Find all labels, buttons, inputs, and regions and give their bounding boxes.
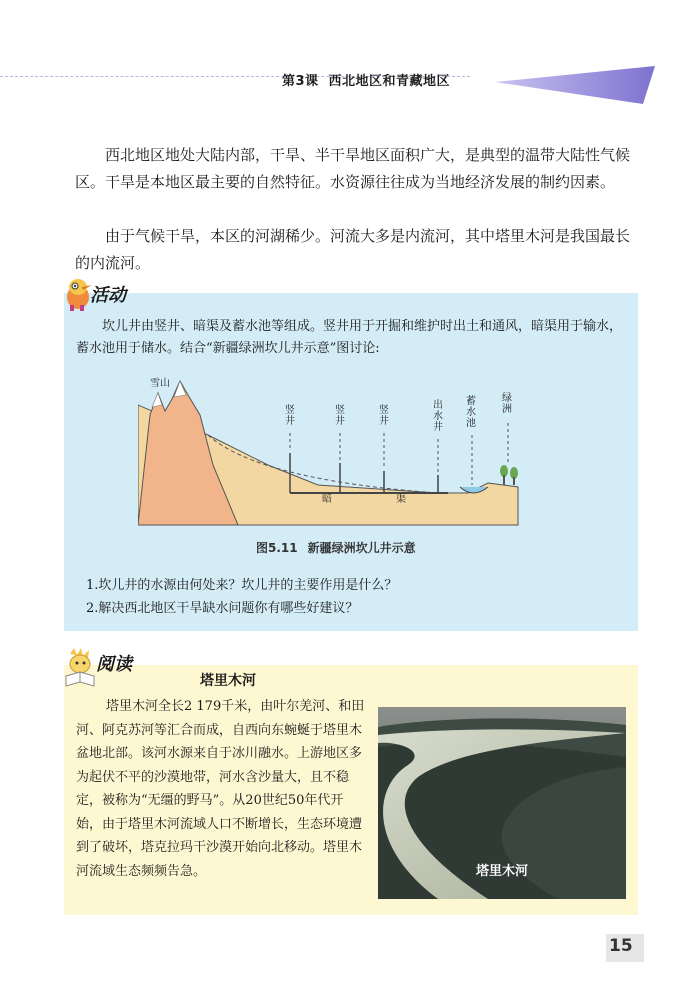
body-paragraph-1: 西北地区地处大陆内部，干旱、半干旱地区面积广大，是典型的温带大陆性气候区。干旱是本地区最主要的自然特征。水资源往往成为当地经济发展的制约因素。 xyxy=(75,146,631,191)
label-shaft-3: 竖井 xyxy=(379,405,389,427)
activity-question-2: 2.解决西北地区干旱缺水问题你有哪些好建议？ xyxy=(86,601,359,616)
label-shaft-1: 竖井 xyxy=(285,405,295,427)
header-triangle-decoration xyxy=(495,66,657,108)
figure-number: 图5.11 xyxy=(256,541,298,555)
figure-title: 新疆绿洲坎儿井示意 xyxy=(307,541,416,555)
label-outlet-well: 出水井 xyxy=(433,400,443,433)
reading-mascot-icon xyxy=(64,648,98,688)
label-canal-a: 暗 xyxy=(322,494,332,505)
activity-text: 坎儿井由竖井、暗渠及蓄水池等组成。竖井用于开掘和维护时出土和通风，暗渠用于输水，蓄水池用于储水。结合“新疆绿洲坎儿井示意”图讨论: xyxy=(76,319,623,356)
activity-heading: 活动 xyxy=(90,285,126,306)
label-snow-mountain: 雪山 xyxy=(150,378,170,389)
label-shaft-2: 竖井 xyxy=(335,405,345,427)
lesson-header xyxy=(282,70,450,89)
figure-caption xyxy=(256,539,416,556)
reading-heading: 阅读 xyxy=(96,654,132,675)
reading-title: 塔里木河 xyxy=(200,673,256,689)
diagram-oasis-trees xyxy=(500,465,518,485)
activity-question-1: 1.坎儿井的水源由何处来？坎儿井的主要作用是什么？ xyxy=(86,578,398,593)
label-canal-b: 渠 xyxy=(396,494,406,505)
label-oasis: 绿洲 xyxy=(502,393,512,415)
reading-text: 塔里木河全长2 179千米，由叶尔羌河、和田河、阿克苏河等汇合而成，自西向东蜿蜒于塔里木盆地北部。该河水源来自于冰川融水。上游地区多为起伏不平的沙漠地带，河水含沙量大，且不稳定，被称为“无缰的野马”。从20世纪50年代开始，由于塔里木河流域人口不断增长，生态环境遭到了破坏，塔克拉玛干沙漠开始向北移动。塔里木河流域生态频频告急。 xyxy=(76,699,365,879)
lesson-number: 第3课 xyxy=(282,74,319,89)
photo-caption: 塔里木河 xyxy=(476,864,529,879)
lesson-title: 西北地区和青藏地区 xyxy=(328,74,451,89)
label-reservoir: 蓄水池 xyxy=(466,396,476,429)
page-number: 15 xyxy=(609,936,633,956)
body-paragraph-2: 由于气候干旱，本区的河湖稀少。河流大多是内流河，其中塔里木河是我国最长的内流河。 xyxy=(75,227,631,272)
